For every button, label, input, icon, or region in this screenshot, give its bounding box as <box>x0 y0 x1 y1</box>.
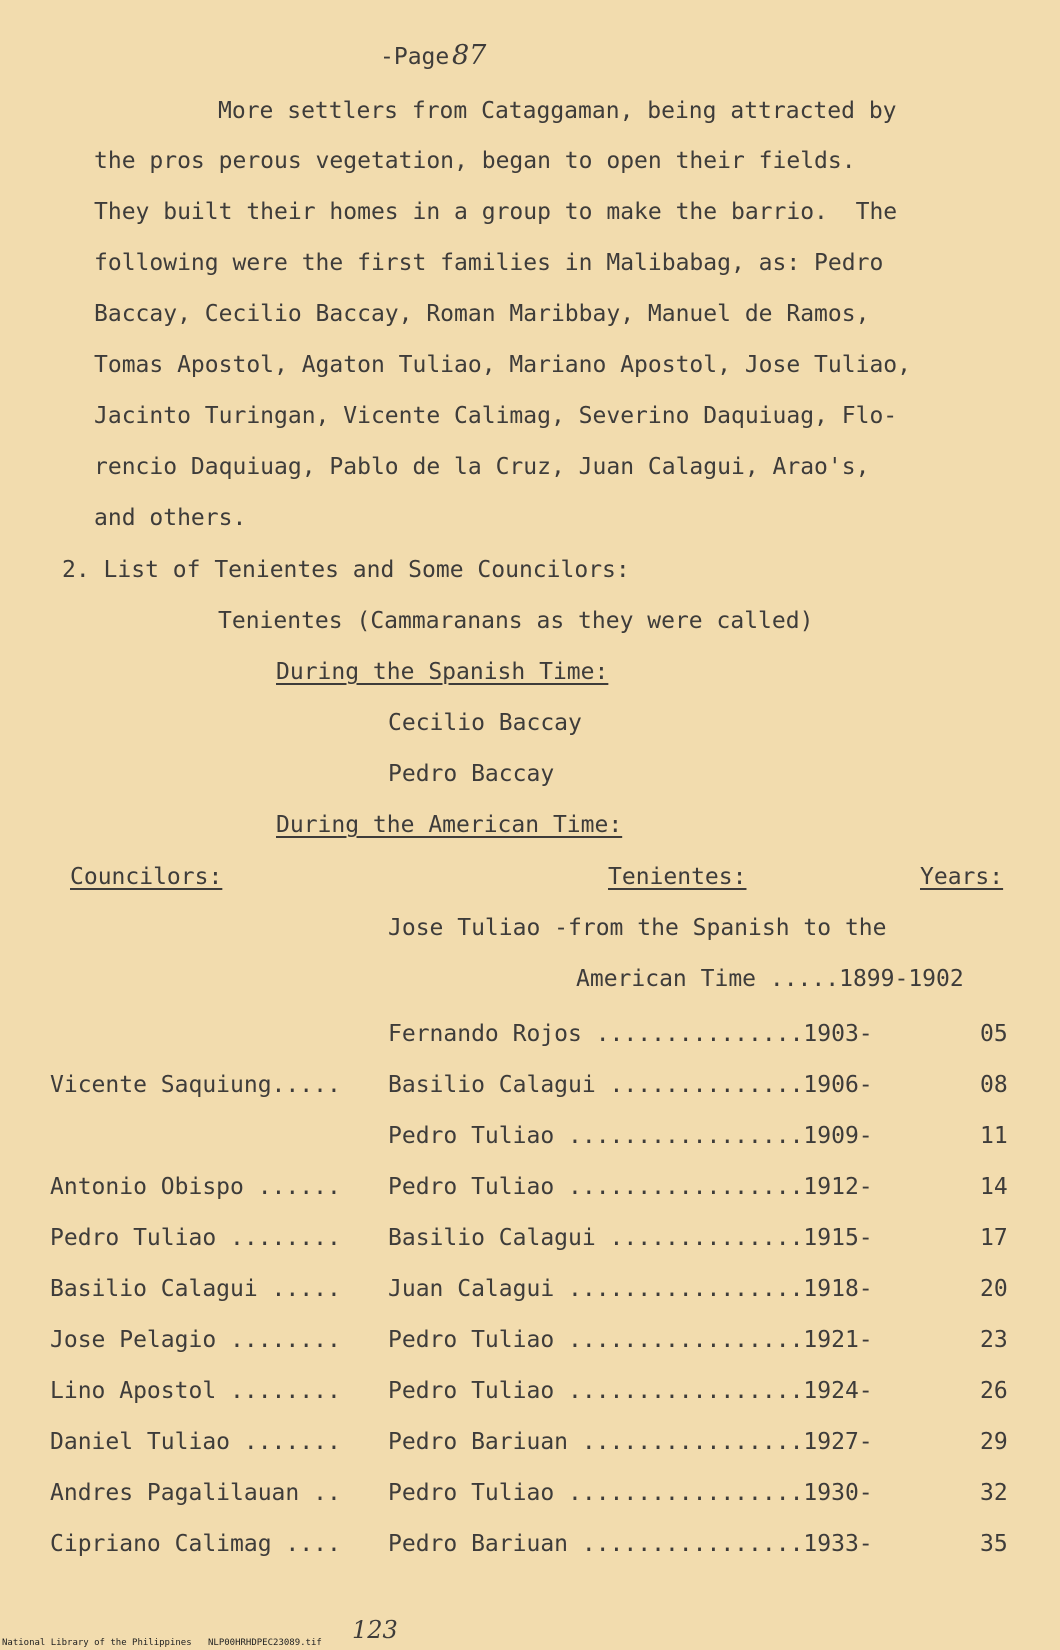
teniente-cell: Pedro Tuliao .................1930- <box>388 1480 873 1506</box>
narrative-line: Baccay, Cecilio Baccay, Roman Maribbay, Manuel de Ramos, <box>94 301 870 327</box>
table-row <box>0 1378 1060 1408</box>
table-row <box>0 1072 1060 1102</box>
spanish-teniente: Cecilio Baccay <box>388 710 582 736</box>
teniente-cell: Pedro Tuliao .................1921- <box>388 1327 873 1353</box>
table-row <box>0 1480 1060 1510</box>
narrative-line: the pros perous vegetation, began to open their fields. <box>94 148 856 174</box>
section-subheading: Tenientes (Cammaranans as they were called) <box>218 608 814 634</box>
years-cell: 29 <box>980 1429 1008 1455</box>
teniente-cell: Basilio Calagui ..............1915- <box>388 1225 873 1251</box>
library-credit: National Library of the Philippines <box>2 1638 192 1648</box>
spanish-time-heading: During the Spanish Time: <box>276 659 609 685</box>
page-label: -Page <box>380 44 450 70</box>
councilor-cell: Lino Apostol ........ <box>50 1378 341 1404</box>
teniente-cell: Pedro Bariuan ................1927- <box>388 1429 873 1455</box>
narrative-line: following were the first families in Malibabag, as: Pedro <box>94 250 884 276</box>
years-cell: 23 <box>980 1327 1008 1353</box>
councilor-cell: Andres Pagalilauan .. <box>50 1480 341 1506</box>
councilor-cell: Basilio Calagui ..... <box>50 1276 341 1302</box>
years-header: Years: <box>920 864 1004 890</box>
teniente-cell: Juan Calagui .................1918- <box>388 1276 873 1302</box>
years-cell: 17 <box>980 1225 1008 1251</box>
years-cell: 20 <box>980 1276 1008 1302</box>
years-cell: 11 <box>980 1123 1008 1149</box>
american-time-heading: During the American Time: <box>276 812 623 838</box>
first-entry-line2: American Time .....1899-1902 <box>576 966 964 992</box>
years-cell: 14 <box>980 1174 1008 1200</box>
teniente-cell: Pedro Tuliao .................1924- <box>388 1378 873 1404</box>
years-cell: 05 <box>980 1021 1008 1047</box>
councilor-cell: Jose Pelagio ........ <box>50 1327 341 1353</box>
narrative-line: rencio Daquiuag, Pablo de la Cruz, Juan Calagui, Arao's, <box>94 454 870 480</box>
councilors-header: Councilors: <box>70 864 223 890</box>
years-cell: 35 <box>980 1531 1008 1557</box>
table-row <box>0 1123 1060 1153</box>
councilor-cell: Daniel Tuliao ....... <box>50 1429 341 1455</box>
teniente-cell: Pedro Tuliao .................1912- <box>388 1174 873 1200</box>
narrative-line: They built their homes in a group to make the barrio. The <box>94 199 898 225</box>
spanish-teniente: Pedro Baccay <box>388 761 555 787</box>
table-row <box>0 1429 1060 1459</box>
table-row <box>0 1276 1060 1306</box>
first-entry-line1: Jose Tuliao -from the Spanish to the <box>388 915 887 941</box>
narrative-line: Tomas Apostol, Agaton Tuliao, Mariano Apostol, Jose Tuliao, <box>94 352 911 378</box>
years-cell: 08 <box>980 1072 1008 1098</box>
councilor-cell: Antonio Obispo ...... <box>50 1174 341 1200</box>
table-row <box>0 1225 1060 1255</box>
handwritten-page-number: 87 <box>452 40 487 71</box>
narrative-line: and others. <box>94 505 247 531</box>
councilor-cell: Vicente Saquiung..... <box>50 1072 341 1098</box>
tenientes-header: Tenientes: <box>608 864 747 890</box>
table-row <box>0 1174 1060 1204</box>
teniente-cell: Fernando Rojos ...............1903- <box>388 1021 873 1047</box>
table-row <box>0 1327 1060 1357</box>
narrative-line: Jacinto Turingan, Vicente Calimag, Severino Daquiuag, Flo- <box>94 403 898 429</box>
teniente-cell: Pedro Bariuan ................1933- <box>388 1531 873 1557</box>
narrative-line: More settlers from Cataggaman, being attracted by <box>218 98 897 124</box>
years-cell: 26 <box>980 1378 1008 1404</box>
table-row <box>0 1531 1060 1561</box>
teniente-cell: Pedro Tuliao .................1909- <box>388 1123 873 1149</box>
file-id: NLP00HRHDPEC23089.tif <box>208 1638 322 1648</box>
teniente-cell: Basilio Calagui ..............1906- <box>388 1072 873 1098</box>
councilor-cell: Cipriano Calimag .... <box>50 1531 341 1557</box>
handwritten-mark: 123 <box>352 1616 398 1644</box>
years-cell: 32 <box>980 1480 1008 1506</box>
section-heading: 2. List of Tenientes and Some Councilors: <box>62 557 630 583</box>
councilor-cell: Pedro Tuliao ........ <box>50 1225 341 1251</box>
table-row <box>0 1021 1060 1051</box>
